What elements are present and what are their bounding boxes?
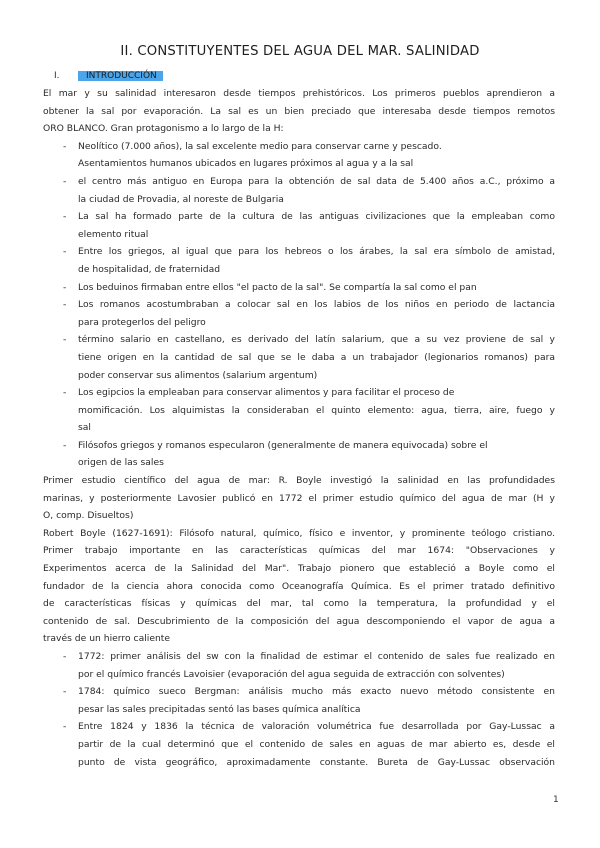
paragraph-line: marinas, y posteriormente Lavosier publicó en 1772 el primer estudio químico del agua de mar (H y — [43, 492, 555, 504]
section-heading — [54, 69, 163, 83]
bullet-item: - Los romanos acostumbraban a colocar sal en los labios de los niños en periodo de lactancia — [43, 296, 555, 314]
paragraph-line: contenido de sal. Descubrimiento de la composición del agua descomponiendo el vapor de agua a — [43, 615, 555, 627]
paragraph-line: Robert Boyle (1627-1691): Filósofo natural, químico, físico e inventor, y prominente teólogo cristiano. — [43, 527, 555, 539]
section-label-highlighted: INTRODUCCIÓN — [78, 71, 163, 81]
bullet-continuation: Asentamientos humanos ubicados en lugares próximos al agua y a la sal — [78, 158, 414, 170]
bullet-item: - La sal ha formado parte de la cultura de las antiguas civilizaciones que la empleaban como — [43, 208, 555, 226]
bullet-item: - 1772: primer análisis del sw con la finalidad de estimar el contenido de sales fue realizado en — [43, 648, 555, 666]
bullet-item: - Filósofos griegos y romanos especularon (generalmente de manera equivocada) sobre el — [43, 437, 555, 455]
bullet-continuation: momificación. Los alquimistas la consideraban el quinto elemento: agua, tierra, aire, fuego y — [78, 404, 555, 416]
bullet-continuation: pesar las sales precipitadas sentó las bases química analítica — [78, 703, 361, 715]
paragraph-line: Primer trabajo importante en las características químicas del mar 1674: "Observaciones y — [43, 545, 555, 557]
bullet-continuation: partir de la cual determinó que el contenido de sales en aguas de mar abierto es, desde el — [78, 738, 555, 750]
document-body — [43, 85, 555, 771]
bullet-continuation: de hospitalidad, de fraternidad — [78, 263, 221, 275]
bullet-continuation: punto de vista geográfico, aproximadamente constante. Bureta de Gay-Lussac observación — [78, 756, 555, 768]
bullet-continuation: la ciudad de Provadia, al noreste de Bulgaria — [78, 193, 284, 205]
bullet-continuation: por el químico francés Lavoisier (evaporación del agua seguida de extracción con solventes) — [78, 668, 505, 680]
paragraph-line: fundador de la ciencia ahora conocida como Oceanografía Química. Es el primer tratado definitivo — [43, 580, 555, 592]
bullet-item: - 1784: químico sueco Bergman: análisis mucho más exacto nuevo método consistente en — [43, 683, 555, 701]
paragraph-line: Primer estudio científico del agua de mar: R. Boyle investigó la salinidad en las profundidades — [43, 475, 555, 487]
page-number: 1 — [553, 795, 559, 805]
bullet-item: - Los egipcios la empleaban para conservar alimentos y para facilitar el proceso de — [43, 384, 555, 402]
paragraph-line: El mar y su salinidad interesaron desde tiempos prehistóricos. Los primeros pueblos aprendieron a — [43, 88, 555, 99]
bullet-continuation: elemento ritual — [78, 228, 149, 240]
section-number: I. — [54, 71, 60, 81]
bullet-item: - Entre los griegos, al igual que para los hebreos o los árabes, la sal era símbolo de amistad, — [43, 243, 555, 261]
paragraph-line: obtener la sal por evaporación. La sal es un bien preciado que interesaba desde tiempos remotos — [43, 105, 555, 117]
bullet-continuation: tiene origen en la cantidad de sal que se le daba a un trabajador (legionarios romanos) para — [78, 351, 555, 363]
bullet-item: - término salario en castellano, es derivado del latín salarium, que a su vez proviene de sal y — [43, 331, 555, 349]
bullet-continuation: origen de las sales — [78, 457, 164, 469]
paragraph-line: O, comp. Disueltos) — [43, 510, 134, 522]
paragraph-line: Experimentos acerca de la Salinidad del Mar". Trabajo pionero que estableció a Boyle como el — [43, 563, 555, 575]
bullet-continuation: poder conservar sus alimentos (salarium argentum) — [78, 369, 318, 381]
paragraph-line: través de un hierro caliente — [43, 633, 171, 645]
bullet-item: - Entre 1824 y 1836 la técnica de valoración volumétrica fue desarrollada por Gay-Lussac a — [43, 718, 555, 736]
paragraph-line: ORO BLANCO. Gran protagonismo a lo largo de la H: — [43, 123, 284, 135]
bullet-continuation: sal — [78, 422, 91, 434]
paragraph-line: de características físicas y químicas del mar, tal como la temperatura, la profundidad y el — [43, 598, 555, 610]
document-title: II. CONSTITUYENTES DEL AGUA DEL MAR. SALINIDAD — [120, 44, 480, 59]
bullet-item: - el centro más antiguo en Europa para la obtención de sal data de 5.400 años a.C., próximo a — [43, 173, 555, 191]
bullet-continuation: para protegerlos del peligro — [78, 316, 206, 328]
bullet-item: - Los beduinos firmaban entre ellos "el pacto de la sal". Se compartía la sal como el pan — [43, 279, 555, 297]
bullet-item: - Neolítico (7.000 años), la sal excelente medio para conservar carne y pescado. — [43, 138, 555, 156]
